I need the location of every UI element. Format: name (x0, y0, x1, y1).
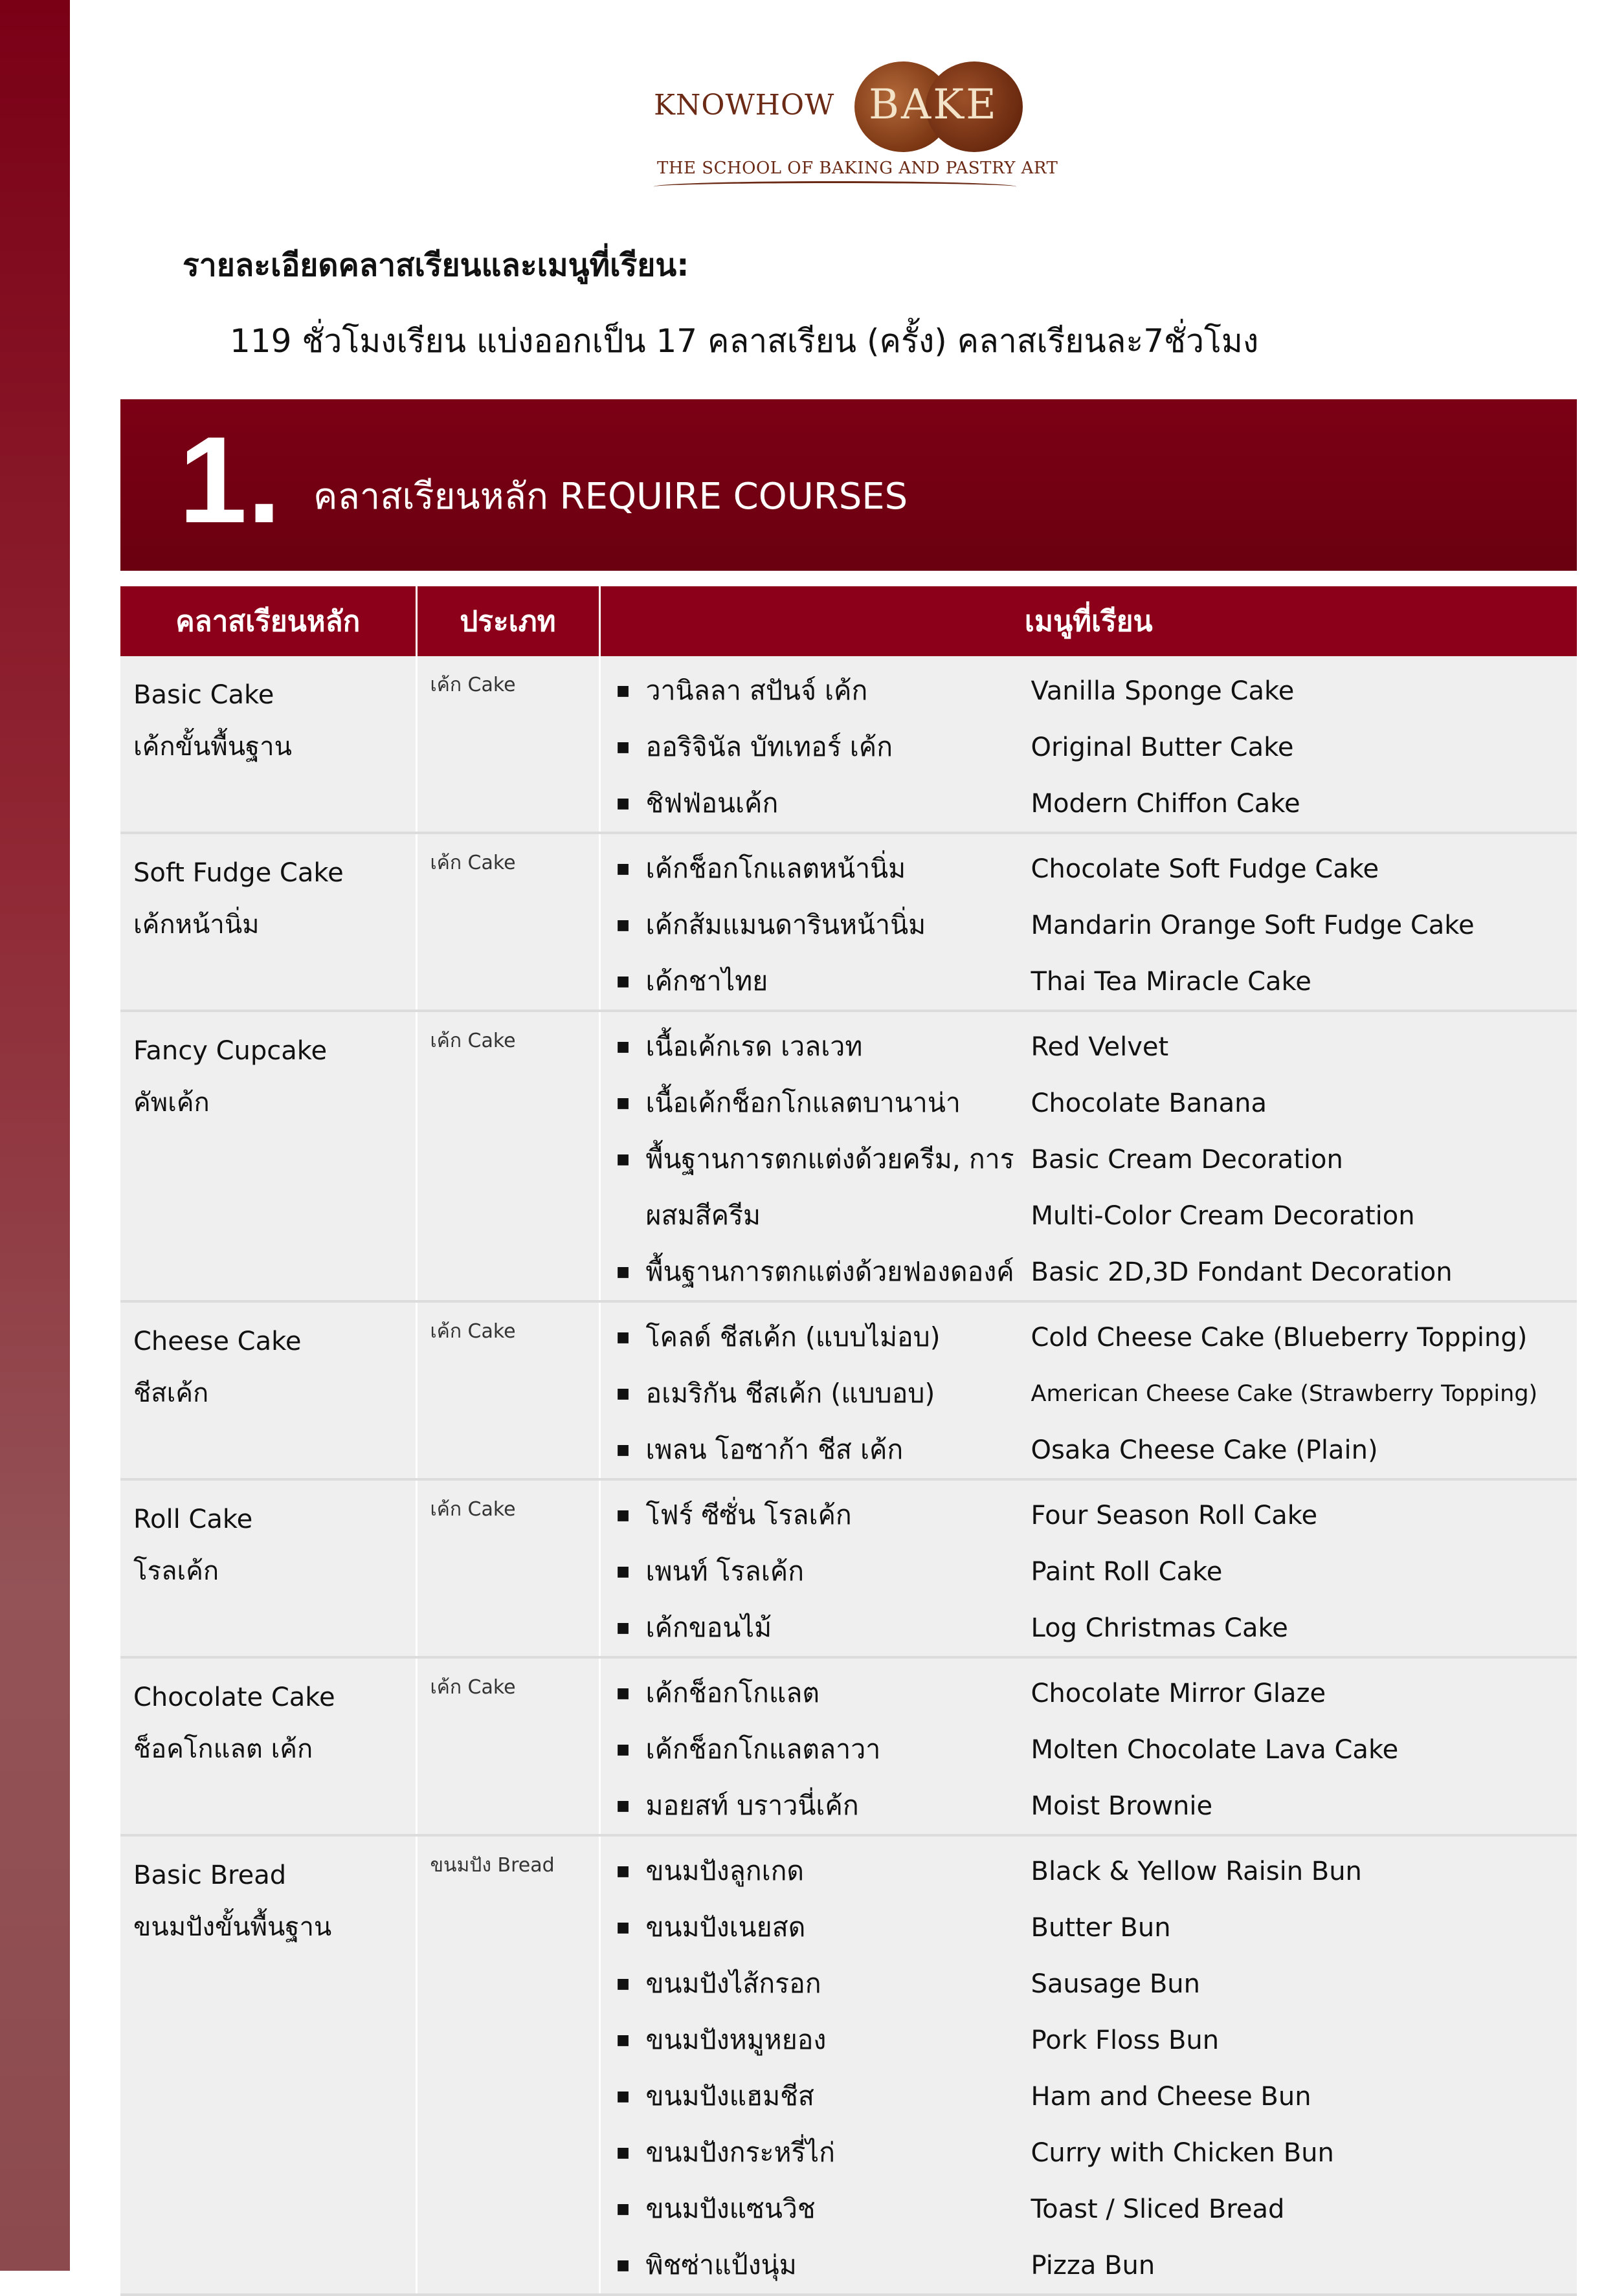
menu-item-th: เค้กช็อกโกแลตหน้านิ่ม (645, 853, 906, 884)
menu-item-en: Basic Cream Decoration (1031, 1144, 1343, 1175)
class-name-th: ชีสเค้ก (133, 1378, 209, 1408)
header-menu: เมนูที่เรียน (599, 586, 1577, 656)
class-type: เค้ก Cake (430, 674, 516, 696)
menu-item (601, 1131, 1578, 1187)
class-type: ขนมปัง Bread (430, 1854, 555, 1877)
logo-circles (854, 61, 1023, 152)
class-name-cell (120, 656, 416, 833)
header-class: คลาสเรียนหลัก (120, 586, 416, 656)
square-bullet-icon: ■ (616, 1385, 630, 1402)
menu-item (601, 1075, 1578, 1131)
menu-item-en: Mandarin Orange Soft Fudge Cake (1031, 910, 1475, 940)
menu-item-th: ออริจินัล บัทเทอร์ เค้ก (645, 731, 893, 762)
class-name-en: Cheese Cake (133, 1327, 302, 1356)
menu-item-en: Moist Brownie (1031, 1791, 1213, 1821)
menu-item-th: ขนมปังกระหรี่ไก่ (645, 2137, 835, 2168)
menu-item (601, 1665, 1578, 1721)
menu-item-th: เนื้อเค้กเรด เวลเวท (645, 1031, 863, 1062)
course-intro: 119 ชั่วโมงเรียน แบ่งออกเป็น 17 คลาสเรียน (ครั้ง) คลาสเรียนละ7ชั่วโมง (230, 322, 1259, 360)
menu-item-th: มอยสท์ บราวนี่เค้ก (645, 1790, 859, 1821)
square-bullet-icon: ■ (616, 1741, 630, 1758)
menu-item (601, 775, 1578, 832)
section-title: คลาสเรียนหลัก REQUIRE COURSES (313, 476, 908, 518)
class-name-th: เค้กหน้านิ่ม (133, 910, 260, 940)
menu-item (601, 1956, 1578, 2012)
left-sidebar-stripe (0, 0, 70, 2271)
menu-item (601, 1244, 1578, 1300)
square-bullet-icon: ■ (616, 2088, 630, 2104)
square-bullet-icon: ■ (616, 1685, 630, 1701)
square-bullet-icon: ■ (616, 1095, 630, 1111)
square-bullet-icon: ■ (616, 1563, 630, 1580)
menu-item-th: เพนท์ โรลเค้ก (645, 1556, 805, 1587)
class-name-en: Roll Cake (133, 1505, 253, 1534)
menu-item-en: Vanilla Sponge Cake (1031, 676, 1295, 706)
square-bullet-icon: ■ (616, 1264, 630, 1280)
menu-item-th: ผสมสีครีม (645, 1200, 761, 1231)
class-name-en: Soft Fudge Cake (133, 858, 344, 888)
section-number: 1. (179, 412, 282, 549)
menu-item (601, 1721, 1578, 1778)
menu-cell (599, 1479, 1577, 1657)
logo-bake-text: BAKE (869, 81, 998, 129)
menu-item (601, 1365, 1578, 1422)
class-name-cell (120, 1479, 416, 1657)
table-row (120, 1657, 1577, 1835)
square-bullet-icon: ■ (616, 1329, 630, 1345)
square-bullet-icon: ■ (616, 1863, 630, 1879)
class-type-cell (416, 833, 599, 1011)
table-row (120, 1011, 1577, 1301)
table-row (120, 1301, 1577, 1479)
class-type-cell (416, 1657, 599, 1835)
class-name-th: ช็อคโกแลต เค้ก (133, 1734, 313, 1764)
menu-item (601, 663, 1578, 719)
menu-item-th: โคลด์ ชีสเค้ก (แบบไม่อบ) (645, 1321, 941, 1352)
menu-item-th: พื้นฐานการตกแต่งด้วยฟองดองค์ (645, 1256, 1014, 1287)
table-row (120, 833, 1577, 1011)
class-name-cell (120, 1301, 416, 1479)
menu-item-en: Original Butter Cake (1031, 732, 1294, 762)
class-name-cell (120, 1657, 416, 1835)
table-row (120, 1835, 1577, 2295)
menu-item-th: วานิลลา สปันจ์ เค้ก (645, 675, 868, 706)
menu-item-en: Paint Roll Cake (1031, 1556, 1223, 1587)
menu-item-th: ขนมปังแซนวิช (645, 2193, 816, 2224)
menu-item-en: Black & Yellow Raisin Bun (1031, 1856, 1362, 1886)
menu-item (601, 2068, 1578, 2125)
class-name-en: Basic Cake (133, 680, 274, 710)
menu-item-en: Toast / Sliced Bread (1031, 2194, 1285, 2224)
menu-item-th: เค้กขอนไม้ (645, 1612, 772, 1643)
menu-cell (599, 833, 1577, 1011)
class-type-cell (416, 656, 599, 833)
menu-item-en: Pork Floss Bun (1031, 2025, 1220, 2055)
menu-item-en: Cold Cheese Cake (Blueberry Topping) (1031, 1322, 1528, 1352)
menu-item-en: Multi-Color Cream Decoration (1031, 1200, 1415, 1231)
table-row (120, 1479, 1577, 1657)
menu-item (601, 1019, 1578, 1075)
menu-item (601, 1778, 1578, 1834)
menu-item-en: Osaka Cheese Cake (Plain) (1031, 1435, 1378, 1465)
square-bullet-icon: ■ (616, 1442, 630, 1458)
menu-item (601, 1487, 1578, 1543)
menu-cell (599, 1657, 1577, 1835)
menu-cell (599, 1835, 1577, 2295)
class-name-th: โรลเค้ก (133, 1556, 219, 1586)
square-bullet-icon: ■ (616, 1976, 630, 1992)
menu-item-th: เค้กส้มแมนดารินหน้านิ่ม (645, 909, 926, 940)
menu-item (601, 1600, 1578, 1656)
menu-item (601, 1309, 1578, 1365)
square-bullet-icon: ■ (616, 2201, 630, 2217)
class-type: เค้ก Cake (430, 852, 516, 874)
menu-item-th: ขนมปังแฮมชีส (645, 2081, 814, 2112)
menu-item-th: ขนมปังลูกเกด (645, 1855, 805, 1886)
menu-cell (599, 1301, 1577, 1479)
menu-item-th: ขนมปังไส้กรอก (645, 1968, 821, 1999)
menu-item-en: Red Velvet (1031, 1032, 1169, 1062)
menu-item-th: โฟร์ ซีซั่น โรลเค้ก (645, 1499, 852, 1530)
square-bullet-icon: ■ (616, 2145, 630, 2161)
class-name-cell (120, 833, 416, 1011)
menu-item-en: Pizza Bun (1031, 2250, 1155, 2280)
class-type: เค้ก Cake (430, 1498, 516, 1521)
menu-item-th: พิชซ่าแป้งนุ่ม (645, 2249, 797, 2280)
square-bullet-icon: ■ (616, 1507, 630, 1523)
square-bullet-icon: ■ (616, 917, 630, 933)
menu-item (601, 1899, 1578, 1956)
square-bullet-icon: ■ (616, 861, 630, 877)
menu-item-th: อเมริกัน ชีสเค้ก (แบบอบ) (645, 1378, 935, 1409)
menu-cell (599, 1011, 1577, 1301)
menu-item-th: พื้นฐานการตกแต่งด้วยครีม, การ (645, 1143, 1014, 1175)
square-bullet-icon: ■ (616, 1919, 630, 1936)
menu-item (601, 1843, 1578, 1899)
class-type: เค้ก Cake (430, 1676, 516, 1699)
menu-item (601, 1422, 1578, 1478)
class-type: เค้ก Cake (430, 1030, 516, 1052)
page-heading: รายละเอียดคลาสเรียนและเมนูที่เรียน: (183, 247, 689, 283)
menu-item-th: เค้กช็อกโกแลตลาวา (645, 1734, 881, 1765)
class-name-cell (120, 1835, 416, 2295)
menu-item (601, 719, 1578, 775)
menu-item (601, 953, 1578, 1010)
menu-item-en: Log Christmas Cake (1031, 1613, 1288, 1643)
menu-item-th: เพลน โอซาก้า ชีส เค้ก (645, 1434, 904, 1465)
class-type-cell (416, 1479, 599, 1657)
menu-item-en: American Cheese Cake (Strawberry Topping) (1031, 1380, 1538, 1407)
menu-cell (599, 656, 1577, 833)
menu-item-en: Thai Tea Miracle Cake (1031, 966, 1311, 997)
menu-item-en: Chocolate Banana (1031, 1088, 1267, 1118)
square-bullet-icon: ■ (616, 2257, 630, 2273)
menu-item-en: Ham and Cheese Bun (1031, 2081, 1311, 2112)
menu-item-th: ชิฟฟ่อนเค้ก (645, 788, 779, 819)
class-name-en: Fancy Cupcake (133, 1036, 328, 1066)
menu-item (601, 841, 1578, 897)
menu-item (601, 1187, 1578, 1244)
menu-item-th: ขนมปังเนยสด (645, 1912, 806, 1943)
class-name-cell (120, 1011, 416, 1301)
class-name-en: Chocolate Cake (133, 1683, 335, 1712)
menu-item (601, 2237, 1578, 2293)
square-bullet-icon: ■ (616, 1151, 630, 1167)
courses-table (120, 586, 1577, 2296)
header-type: ประเภท (416, 586, 599, 656)
class-type-cell (416, 1301, 599, 1479)
menu-item-th: ขนมปังหมูหยอง (645, 2024, 827, 2055)
menu-item (601, 2125, 1578, 2181)
square-bullet-icon: ■ (616, 1039, 630, 1055)
square-bullet-icon: ■ (616, 1798, 630, 1814)
logo-swoosh (654, 181, 1016, 192)
table-header-row (120, 586, 1577, 656)
menu-item (601, 2181, 1578, 2237)
menu-item-en: Four Season Roll Cake (1031, 1500, 1318, 1530)
logo-subtitle: THE SCHOOL OF BAKING AND PASTRY ART (657, 159, 1058, 178)
square-bullet-icon: ■ (616, 1620, 630, 1636)
menu-item-en: Sausage Bun (1031, 1969, 1200, 1999)
menu-item-th: เค้กชาไทย (645, 966, 768, 997)
knowhow-bake-logo (654, 61, 1058, 201)
class-type: เค้ก Cake (430, 1320, 516, 1343)
class-type-cell (416, 1835, 599, 2295)
class-name-th: เค้กขั้นพื้นฐาน (133, 732, 292, 762)
menu-item-en: Butter Bun (1031, 1912, 1171, 1943)
square-bullet-icon: ■ (616, 683, 630, 699)
class-name-en: Basic Bread (133, 1860, 287, 1890)
menu-item-th: เค้กช็อกโกแลต (645, 1677, 820, 1708)
class-name-th: ขนมปังขั้นพื้นฐาน (133, 1912, 332, 1942)
section-banner (120, 399, 1577, 571)
class-type-cell (416, 1011, 599, 1301)
logo-knowhow-text: KNOWHOW (654, 89, 835, 122)
menu-item-en: Curry with Chicken Bun (1031, 2137, 1334, 2168)
square-bullet-icon: ■ (616, 973, 630, 989)
menu-item-en: Molten Chocolate Lava Cake (1031, 1734, 1399, 1765)
class-name-th: คัพเค้ก (133, 1088, 210, 1118)
square-bullet-icon: ■ (616, 795, 630, 811)
menu-item (601, 1543, 1578, 1600)
menu-item-en: Chocolate Soft Fudge Cake (1031, 854, 1379, 884)
menu-item-en: Modern Chiffon Cake (1031, 788, 1300, 819)
menu-item-en: Chocolate Mirror Glaze (1031, 1678, 1326, 1708)
menu-item (601, 897, 1578, 953)
square-bullet-icon: ■ (616, 2032, 630, 2048)
menu-item-en: Basic 2D,3D Fondant Decoration (1031, 1257, 1453, 1287)
table-row (120, 656, 1577, 833)
square-bullet-icon: ■ (616, 739, 630, 755)
menu-item (601, 2012, 1578, 2068)
menu-item-th: เนื้อเค้กช็อกโกแลตบานาน่า (645, 1087, 961, 1118)
